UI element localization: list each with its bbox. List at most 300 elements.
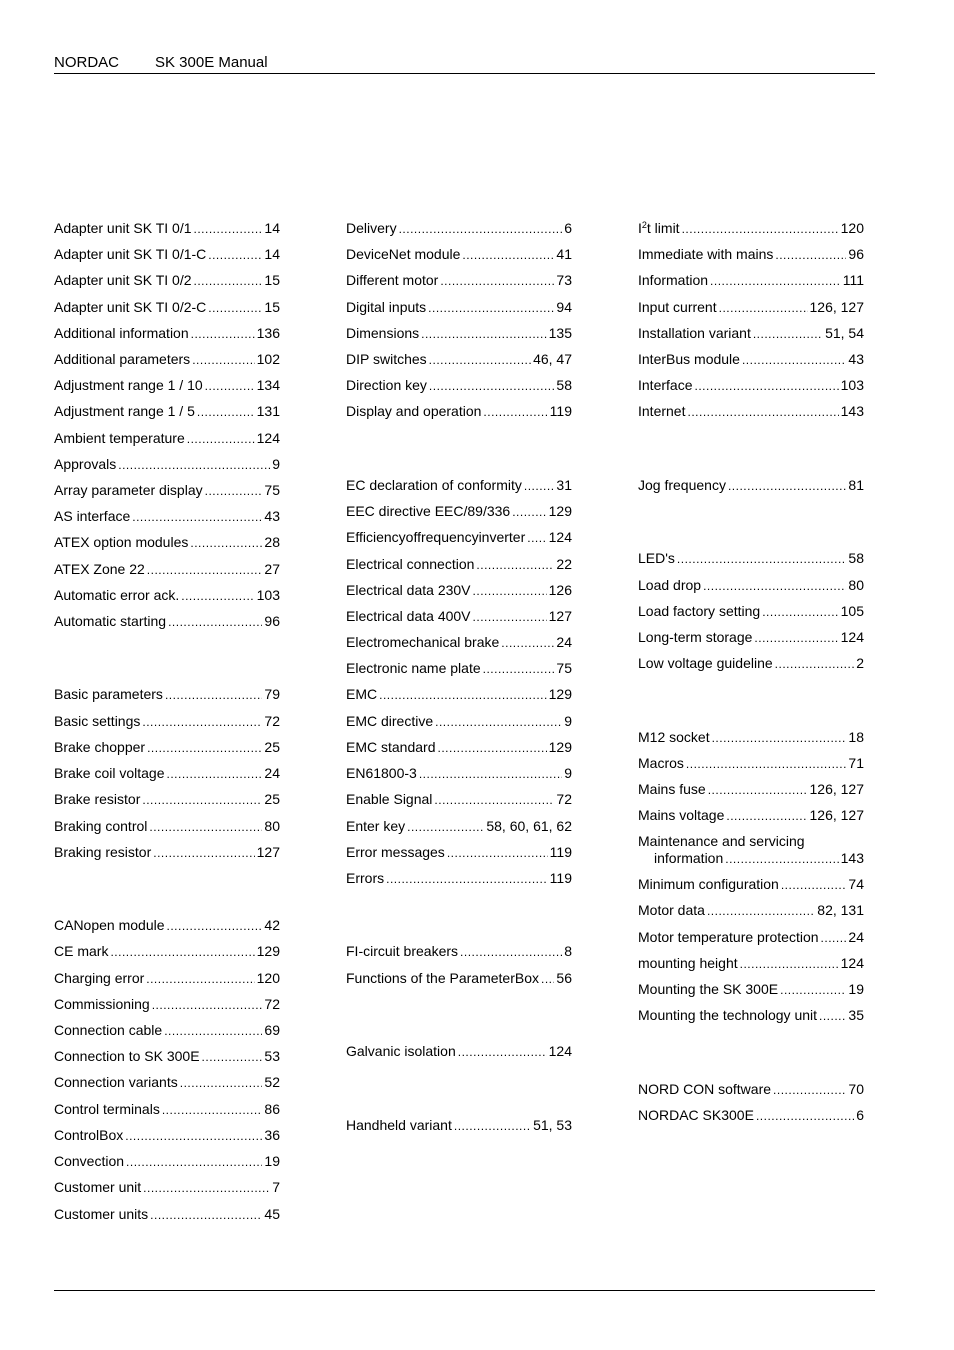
dot-leader: [118, 457, 270, 474]
index-term: Minimum configuration: [638, 876, 779, 892]
header-brand: NORDAC: [54, 54, 120, 71]
index-entry: [54, 739, 280, 757]
index-entry: [638, 577, 864, 595]
index-term: NORDAC SK300E: [638, 1107, 754, 1123]
index-page: 46, 47: [533, 351, 572, 367]
index-entry: [346, 351, 572, 369]
index-page: 24: [556, 634, 572, 650]
index-entry: [54, 765, 280, 783]
index-entry: [638, 272, 864, 290]
index-entry: [54, 534, 280, 552]
index-entry: [346, 403, 572, 421]
index-term: AS interface: [54, 508, 131, 524]
index-term: EEC directive EEC/89/336: [346, 503, 511, 519]
index-page: 9: [564, 765, 572, 781]
dot-leader: [541, 971, 554, 988]
dot-leader: [473, 583, 547, 600]
dot-leader: [742, 352, 846, 369]
index-page: 43: [264, 508, 280, 524]
index-term: Connection cable: [54, 1022, 163, 1038]
index-page: 27: [264, 561, 280, 577]
index-entry: [638, 377, 864, 395]
index-page: 79: [264, 686, 280, 702]
index-entry: [638, 807, 864, 825]
index-entry: [54, 791, 280, 809]
index-term: Load factory setting: [638, 603, 761, 619]
index-page: 80: [848, 577, 864, 593]
index-entry: [54, 943, 280, 961]
index-entry: [54, 1074, 280, 1092]
index-entry: [346, 870, 572, 888]
dot-leader: [483, 661, 555, 678]
index-entry: [54, 844, 280, 862]
index-term: Efficiencyoffrequencyinverter: [346, 529, 526, 545]
index-entry: [638, 955, 864, 973]
index-term: EMC directive: [346, 713, 434, 729]
index-page: 119: [549, 844, 572, 860]
dot-leader: [740, 956, 839, 973]
index-term: Information: [638, 272, 709, 288]
index-term: Mains voltage: [638, 807, 725, 823]
index-term: Adapter unit SK TI 0/2-C: [54, 299, 207, 315]
index-term: ControlBox: [54, 1127, 124, 1143]
index-term: Internet: [638, 403, 686, 419]
index-term: Approvals: [54, 456, 117, 472]
index-entry: [638, 246, 864, 264]
index-page: 124: [548, 1043, 572, 1059]
index-entry: [638, 1007, 864, 1025]
index-term: Adjustment range 1 / 10: [54, 377, 203, 393]
index-page: 126: [548, 582, 572, 598]
dot-leader: [419, 766, 562, 783]
index-entry: [638, 1081, 864, 1099]
index-entry: [54, 917, 280, 935]
index-page: 126, 127: [809, 807, 864, 823]
index-entry: [638, 351, 864, 369]
index-entry: [54, 1022, 280, 1040]
index-term: Connection variants: [54, 1074, 178, 1090]
index-term: Customer units: [54, 1206, 149, 1222]
index-entry: [346, 608, 572, 626]
index-entry: [346, 686, 572, 704]
dot-leader: [147, 562, 263, 579]
dot-leader: [190, 535, 262, 552]
dot-leader: [728, 478, 846, 495]
index-entry: [638, 755, 864, 773]
index-term: Convection: [54, 1153, 125, 1169]
index-entry: [54, 377, 280, 395]
dot-leader: [726, 808, 807, 825]
index-page: 15: [264, 272, 280, 288]
index-page: 129: [548, 686, 572, 702]
index-page: 58: [848, 550, 864, 566]
index-entry: [638, 929, 864, 947]
dot-leader: [153, 845, 254, 862]
index-entry: [54, 1153, 280, 1171]
index-page: 124: [840, 629, 864, 645]
index-entry: [638, 629, 864, 647]
index-page: 53: [264, 1048, 280, 1064]
index-page: 126, 127: [809, 781, 864, 797]
dot-leader: [180, 1075, 263, 1092]
dot-leader: [476, 557, 554, 574]
index-page: 120: [256, 970, 280, 986]
index-entry: [346, 970, 572, 988]
index-page: 72: [556, 791, 572, 807]
index-term: ATEX Zone 22: [54, 561, 145, 577]
index-page: 9: [272, 456, 280, 472]
index-page: 22: [556, 556, 572, 572]
index-entry: [346, 1043, 572, 1061]
index-entry: [346, 634, 572, 652]
index-entry: [346, 1117, 572, 1135]
index-term: Brake coil voltage: [54, 765, 165, 781]
index-entry: [54, 587, 280, 605]
index-term: Motor temperature protection: [638, 929, 819, 945]
index-entry: [54, 456, 280, 474]
index-term: CE mark: [54, 943, 109, 959]
dot-leader: [707, 903, 815, 920]
dot-leader: [421, 326, 547, 343]
index-term: Adapter unit SK TI 0/1-C: [54, 246, 207, 262]
dot-leader: [712, 730, 847, 747]
index-entry: [54, 1206, 280, 1224]
index-term: Electromechanical brake: [346, 634, 500, 650]
index-term: Interface: [638, 377, 693, 393]
index-page: 80: [264, 818, 280, 834]
dot-leader: [191, 326, 255, 343]
index-page: 81: [848, 477, 864, 493]
dot-leader: [501, 635, 554, 652]
dot-leader: [762, 604, 838, 621]
index-entry: [54, 1179, 280, 1197]
index-term: Functions of the ParameterBox: [346, 970, 539, 986]
index-page: 73: [556, 272, 572, 288]
index-entry: [346, 220, 572, 238]
index-term: CANopen module: [54, 917, 165, 933]
index-term: DeviceNet module: [346, 246, 461, 262]
index-term: Handheld variant: [346, 1117, 452, 1133]
index-entry: [346, 325, 572, 343]
index-page: 7: [272, 1179, 280, 1195]
index-page: 119: [549, 403, 572, 419]
dot-leader: [473, 609, 547, 626]
index-page: 43: [848, 351, 864, 367]
index-page: 86: [264, 1101, 280, 1117]
dot-leader: [429, 378, 555, 395]
index-page: 58, 60, 61, 62: [486, 818, 572, 834]
index-term: M12 socket: [638, 729, 710, 745]
index-term: Array parameter display: [54, 482, 203, 498]
dot-leader: [132, 509, 262, 526]
page-header: [54, 52, 875, 74]
index-page: 45: [264, 1206, 280, 1222]
index-page: 82, 131: [817, 902, 864, 918]
index-entry: [346, 299, 572, 317]
dot-leader: [434, 792, 554, 809]
index-term: Long-term storage: [638, 629, 753, 645]
dot-leader: [205, 378, 255, 395]
index-entry: [54, 272, 280, 290]
header-title: SK 300E Manual: [155, 54, 268, 71]
index-page: 102: [256, 351, 280, 367]
dot-leader: [142, 792, 262, 809]
index-term: Additional information: [54, 325, 189, 341]
dot-leader: [168, 614, 262, 631]
dot-leader: [149, 819, 262, 836]
index-term: Adjustment range 1 / 5: [54, 403, 195, 419]
index-page: 19: [848, 981, 864, 997]
index-entry: [346, 713, 572, 731]
dot-leader: [686, 756, 847, 773]
dot-leader: [454, 1118, 531, 1135]
index-page: 72: [264, 996, 280, 1012]
index-page: 103: [256, 587, 280, 603]
dot-leader: [435, 714, 562, 731]
index-entry: [638, 833, 864, 868]
index-entry: [346, 660, 572, 678]
index-term: Mains fuse: [638, 781, 706, 797]
dot-leader: [725, 851, 838, 868]
dot-leader: [708, 782, 808, 799]
dot-leader: [152, 997, 263, 1014]
index-term: Maintenance and servicing: [638, 833, 805, 849]
index-entry: [54, 1127, 280, 1145]
index-entry: [54, 482, 280, 500]
index-term: Adapter unit SK TI 0/2: [54, 272, 192, 288]
index-page: 124: [256, 430, 280, 446]
index-entry: [54, 613, 280, 631]
index-entry: [54, 713, 280, 731]
index-entry: [54, 299, 280, 317]
index-page: 70: [848, 1081, 864, 1097]
index-entry: [638, 781, 864, 799]
dot-leader: [780, 982, 846, 999]
index-page: 9: [564, 713, 572, 729]
index-term: Ambient temperature: [54, 430, 185, 446]
dot-leader: [677, 551, 847, 568]
index-page: 28: [264, 534, 280, 550]
index-term: Electrical data 230V: [346, 582, 471, 598]
index-term: Commissioning: [54, 996, 150, 1012]
index-term: Braking control: [54, 818, 148, 834]
dot-leader: [710, 273, 841, 290]
index-page: 105: [840, 603, 864, 619]
index-term-continued: information: [654, 850, 724, 866]
dot-leader: [205, 483, 263, 500]
index-term: Mounting the SK 300E: [638, 981, 779, 997]
dot-leader: [773, 1082, 846, 1099]
dot-leader: [192, 352, 254, 369]
index-page: 96: [848, 246, 864, 262]
dot-leader: [379, 687, 547, 704]
dot-leader: [181, 588, 254, 605]
index-term: $I^2t$ limit: [638, 220, 680, 236]
index-term: Immediate with mains: [638, 246, 774, 262]
index-page: 14: [264, 246, 280, 262]
dot-leader: [208, 300, 262, 317]
dot-leader: [458, 1044, 547, 1061]
index-page: 134: [256, 377, 280, 393]
dot-leader: [429, 352, 531, 369]
index-page: 14: [264, 220, 280, 236]
index-term: Control terminals: [54, 1101, 160, 1117]
dot-leader: [146, 971, 254, 988]
index-entry: [638, 729, 864, 747]
index-entry: [54, 220, 280, 238]
index-term: Automatic starting: [54, 613, 167, 629]
index-term: Electrical data 400V: [346, 608, 471, 624]
index-entry: [346, 272, 572, 290]
index-page: 6: [564, 220, 572, 236]
index-page: 31: [556, 477, 572, 493]
index-entry: [346, 943, 572, 961]
index-page: 135: [548, 325, 572, 341]
index-page: 111: [842, 272, 864, 288]
index-entry: [54, 508, 280, 526]
index-entry: [346, 765, 572, 783]
index-term: Brake resistor: [54, 791, 141, 807]
index-page: 2: [856, 655, 864, 671]
index-page: 127: [548, 608, 572, 624]
dot-leader: [756, 1108, 854, 1125]
index-entry: [638, 403, 864, 421]
index-page: 19: [264, 1153, 280, 1169]
index-page: 15: [264, 299, 280, 315]
index-term: Basic settings: [54, 713, 141, 729]
index-page: 58: [556, 377, 572, 393]
dot-leader: [194, 273, 263, 290]
index-page: 24: [848, 929, 864, 945]
dot-leader: [399, 221, 563, 238]
index-term: Dimensions: [346, 325, 420, 341]
dot-leader: [447, 845, 548, 862]
index-term: Electronic name plate: [346, 660, 481, 676]
index-entry: [346, 739, 572, 757]
index-page: 69: [264, 1022, 280, 1038]
index-page: 42: [264, 917, 280, 933]
dot-leader: [753, 326, 823, 343]
index-page: 96: [264, 613, 280, 629]
dot-leader: [197, 404, 255, 421]
index-page: 129: [256, 943, 280, 959]
dot-leader: [703, 578, 846, 595]
index-term: Charging error: [54, 970, 145, 986]
index-entry: [346, 582, 572, 600]
footer-rule: [54, 1290, 875, 1291]
index-entry: [638, 477, 864, 495]
index-term: Brake chopper: [54, 739, 146, 755]
index-page: 124: [548, 529, 572, 545]
index-term: ATEX option modules: [54, 534, 189, 550]
index-entry: [638, 902, 864, 920]
index-page: 143: [840, 850, 864, 866]
index-entry: [346, 503, 572, 521]
dot-leader: [165, 687, 262, 704]
dot-leader: [386, 871, 548, 888]
index-page: 36: [264, 1127, 280, 1143]
index-term: Enable Signal: [346, 791, 433, 807]
dot-leader: [775, 656, 855, 673]
index-entry: [54, 325, 280, 343]
index-page: 51, 54: [825, 325, 864, 341]
dot-leader: [164, 1023, 262, 1040]
dot-leader: [694, 378, 838, 395]
dot-leader: [527, 530, 546, 547]
index-term: Customer unit: [54, 1179, 142, 1195]
index-term: Galvanic isolation: [346, 1043, 456, 1059]
dot-leader: [150, 1207, 262, 1224]
index-entry: [346, 818, 572, 836]
index-term: Direction key: [346, 377, 427, 393]
dot-leader: [187, 431, 255, 448]
dot-leader: [147, 740, 262, 757]
index-term: Adapter unit SK TI 0/1: [54, 220, 192, 236]
index-term: InterBus module: [638, 351, 740, 367]
index-page: 127: [256, 844, 280, 860]
index-entry: [346, 529, 572, 547]
index-page: 103: [840, 377, 864, 393]
index-entry: [346, 556, 572, 574]
index-entry: [638, 220, 864, 238]
index-entry: [54, 430, 280, 448]
dot-leader: [775, 247, 846, 264]
index-term: NORD CON software: [638, 1081, 772, 1097]
dot-leader: [125, 1128, 262, 1145]
index-entry: [346, 377, 572, 395]
index-page: 119: [549, 870, 572, 886]
index-term: FI-circuit breakers: [346, 943, 459, 959]
index-entry: [54, 818, 280, 836]
index-page: 143: [840, 403, 864, 419]
index-term: LED's: [638, 550, 675, 566]
index-entry: [346, 844, 572, 862]
index-term: Braking resistor: [54, 844, 152, 860]
index-page: 131: [256, 403, 280, 419]
dot-leader: [437, 740, 546, 757]
dot-leader: [460, 944, 562, 961]
index-page: 136: [256, 325, 280, 341]
index-term: Digital inputs: [346, 299, 427, 315]
dot-leader: [512, 504, 546, 521]
index-term: EC declaration of conformity: [346, 477, 522, 493]
index-page: 129: [548, 739, 572, 755]
index-entry: [54, 561, 280, 579]
index-page: 126, 127: [809, 299, 864, 315]
dot-leader: [821, 930, 847, 947]
index-term: Enter key: [346, 818, 406, 834]
index-term: Load drop: [638, 577, 702, 593]
index-entry: [346, 791, 572, 809]
dot-leader: [167, 766, 263, 783]
index-entry: [638, 603, 864, 621]
dot-leader: [208, 247, 262, 264]
index-page: 24: [264, 765, 280, 781]
index-page: 41: [556, 246, 572, 262]
index-page: 25: [264, 791, 280, 807]
index-term: Installation variant: [638, 325, 751, 341]
index-term: mounting height: [638, 955, 738, 971]
index-term: Electrical connection: [346, 556, 475, 572]
index-page: 124: [840, 955, 864, 971]
dot-leader: [110, 944, 254, 961]
index-entry: [54, 686, 280, 704]
index-term: Additional parameters: [54, 351, 191, 367]
index-term: EMC: [346, 686, 378, 702]
index-term: Display and operation: [346, 403, 482, 419]
index-entry: [638, 1107, 864, 1125]
index-page: 52: [264, 1074, 280, 1090]
